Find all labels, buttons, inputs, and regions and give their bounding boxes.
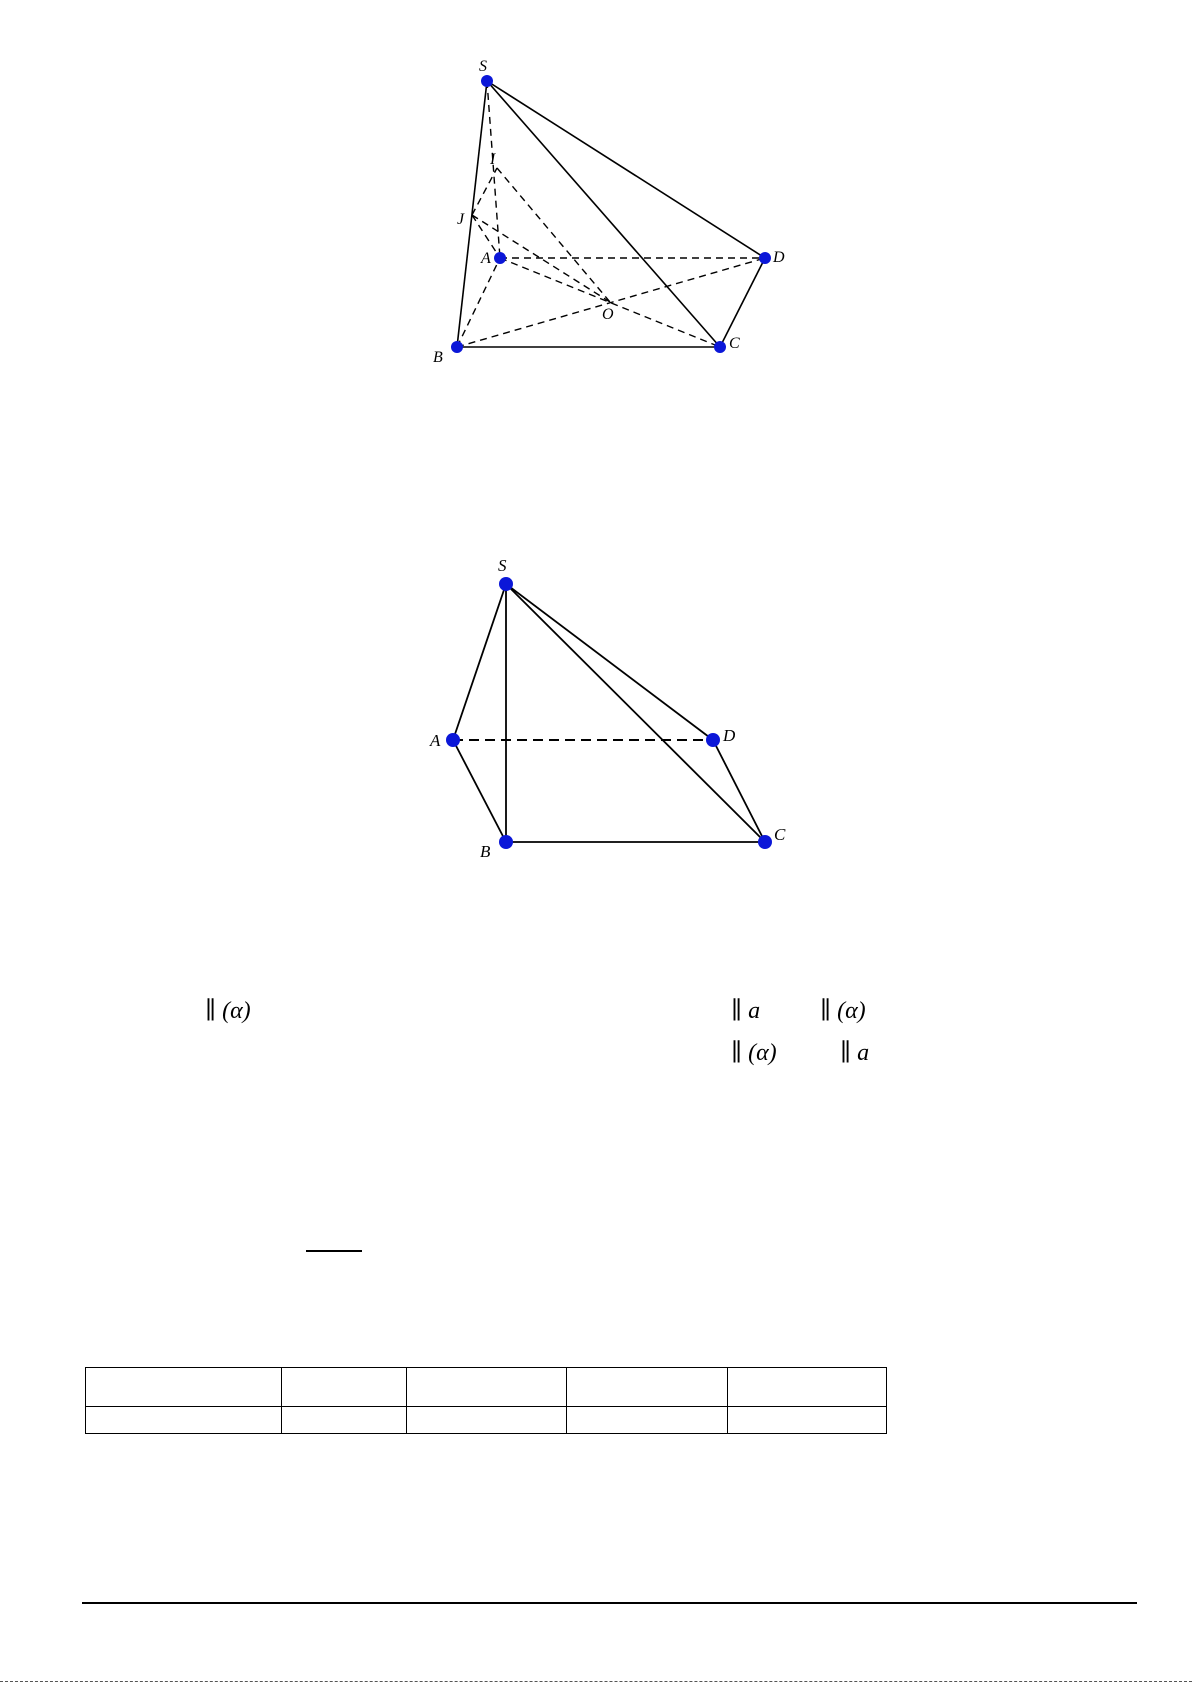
point-s-2 (499, 577, 513, 591)
point-b-2 (499, 835, 513, 849)
label-b-1: B (433, 349, 443, 366)
label-c-1: C (729, 335, 740, 352)
footer-divider (82, 1602, 1137, 1604)
label-o-1: O (602, 306, 614, 323)
math-parallel-plane-3: ∥ (α) (731, 1040, 777, 1066)
label-i-1: I (490, 151, 496, 168)
table-cell (282, 1368, 407, 1407)
table-cell (86, 1407, 282, 1434)
table-cell (407, 1368, 567, 1407)
label-a-2: A (430, 731, 441, 750)
table-cell (567, 1368, 728, 1407)
math-parallel-plane-1: ∥ (α) (205, 998, 251, 1024)
label-j-1: J (457, 211, 465, 228)
math-parallel-line-1: ∥ a (731, 998, 761, 1024)
label-d-1: D (773, 249, 785, 266)
table-cell (567, 1407, 728, 1434)
answer-table (85, 1367, 887, 1434)
point-d-2 (706, 733, 720, 747)
label-a-1: A (481, 250, 491, 267)
table-cell (728, 1407, 887, 1434)
math-parallel-plane-2: ∥ (α) (820, 998, 866, 1024)
table-cell (86, 1368, 282, 1407)
label-b-2: B (480, 842, 491, 861)
math-parallel-line-2: ∥ a (840, 1040, 870, 1066)
page-bottom-edge (0, 1681, 1192, 1682)
table-cell (282, 1407, 407, 1434)
fraction-bar (306, 1250, 362, 1252)
label-d-2: D (723, 726, 736, 745)
point-a-2 (446, 733, 460, 747)
label-c-2: C (774, 825, 786, 844)
label-s-2: S (498, 556, 507, 575)
table-row (86, 1407, 887, 1434)
table-cell (728, 1368, 887, 1407)
table-row (86, 1368, 887, 1407)
table-cell (407, 1407, 567, 1434)
label-s-1: S (479, 58, 487, 75)
point-c-2 (758, 835, 772, 849)
